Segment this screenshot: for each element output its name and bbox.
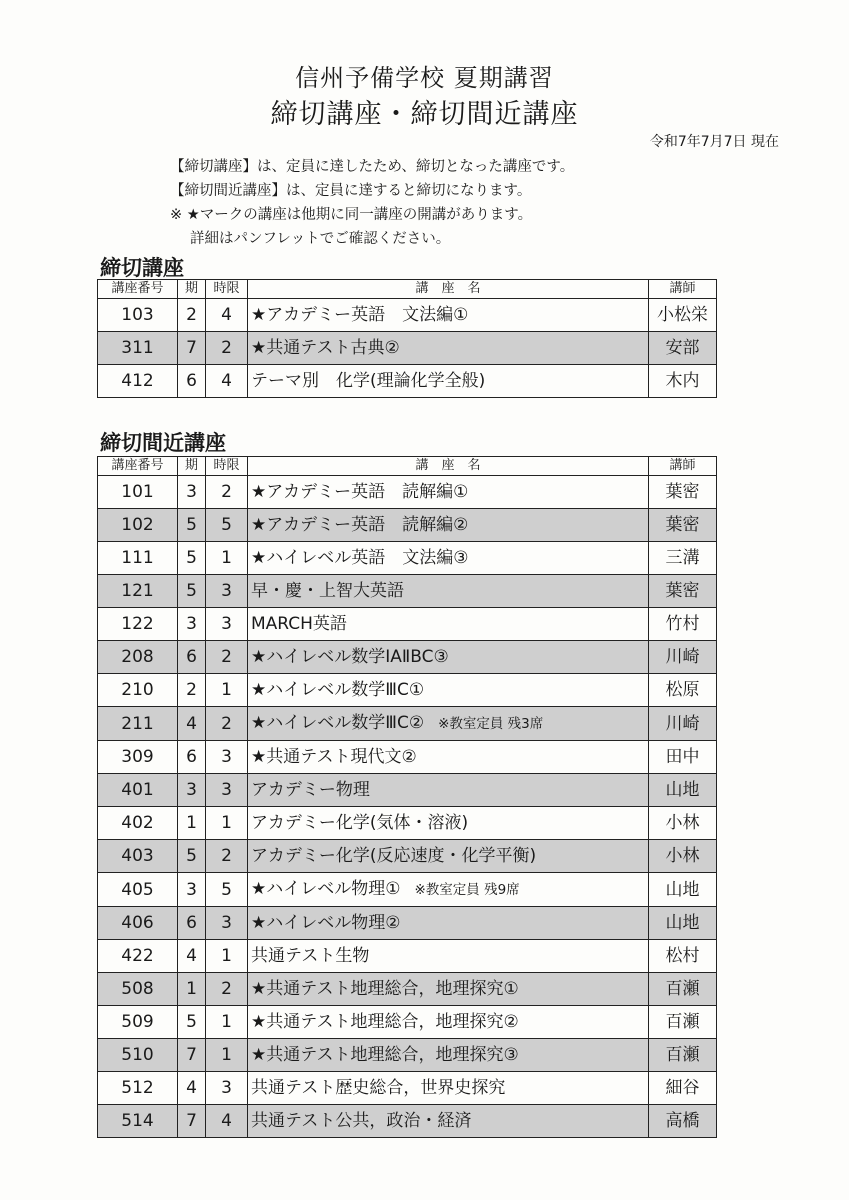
course-number: 412	[98, 365, 178, 398]
course-slot: 1	[206, 807, 248, 840]
header-period: 期	[178, 457, 206, 476]
course-slot: 2	[206, 840, 248, 873]
course-slot: 2	[206, 973, 248, 1006]
course-number: 102	[98, 509, 178, 542]
course-slot: 4	[206, 1105, 248, 1138]
note-detail: 詳細はパンフレットでご確認ください。	[190, 231, 451, 247]
course-number: 510	[98, 1039, 178, 1072]
course-teacher: 細谷	[649, 1072, 717, 1105]
course-period: 7	[178, 1039, 206, 1072]
table-row	[98, 907, 717, 940]
course-period: 7	[178, 1105, 206, 1138]
table-row	[98, 332, 717, 365]
course-number: 509	[98, 1006, 178, 1039]
table-row	[98, 509, 717, 542]
course-name: ★アカデミー英語 読解編②	[251, 515, 469, 535]
header-number: 講座番号	[98, 280, 178, 299]
course-name-cell	[248, 365, 649, 398]
closed-table	[97, 279, 717, 398]
course-number: 103	[98, 299, 178, 332]
header-period: 期	[178, 280, 206, 299]
course-teacher: 三溝	[649, 542, 717, 575]
course-name-cell	[248, 873, 649, 907]
table-row	[98, 1105, 717, 1138]
course-slot: 3	[206, 741, 248, 774]
course-period: 7	[178, 332, 206, 365]
course-number: 405	[98, 873, 178, 907]
closed-header-row	[98, 280, 717, 299]
course-period: 3	[178, 873, 206, 907]
course-slot: 2	[206, 332, 248, 365]
note-star: ※ ★マークの講座は他期に同一講座の開講があります。	[170, 207, 533, 223]
course-number: 122	[98, 608, 178, 641]
course-teacher: 田中	[649, 741, 717, 774]
course-number: 401	[98, 774, 178, 807]
title-main: 締切講座・締切間近講座	[270, 99, 579, 130]
course-number: 508	[98, 973, 178, 1006]
course-slot: 2	[206, 641, 248, 674]
course-period: 3	[178, 608, 206, 641]
table-row	[98, 674, 717, 707]
course-period: 1	[178, 973, 206, 1006]
table-row	[98, 476, 717, 509]
course-name: ★アカデミー英語 読解編①	[251, 482, 469, 502]
course-period: 2	[178, 674, 206, 707]
course-teacher: 竹村	[649, 608, 717, 641]
course-period: 2	[178, 299, 206, 332]
course-teacher: 安部	[649, 332, 717, 365]
course-number: 309	[98, 741, 178, 774]
course-name: 早・慶・上智大英語	[251, 581, 404, 601]
course-number: 210	[98, 674, 178, 707]
course-teacher: 高橋	[649, 1105, 717, 1138]
course-slot: 1	[206, 940, 248, 973]
course-number: 121	[98, 575, 178, 608]
course-name-cell	[248, 840, 649, 873]
course-name-cell	[248, 940, 649, 973]
table-row	[98, 1006, 717, 1039]
seat-note: ※教室定員 残9席	[414, 882, 520, 898]
table-row	[98, 575, 717, 608]
table-row	[98, 973, 717, 1006]
course-slot: 5	[206, 509, 248, 542]
course-name-cell	[248, 575, 649, 608]
course-slot: 1	[206, 1039, 248, 1072]
course-name: ★ハイレベル数学ⅢC①	[251, 680, 425, 700]
course-number: 211	[98, 707, 178, 741]
course-period: 6	[178, 641, 206, 674]
course-number: 514	[98, 1105, 178, 1138]
notes-block	[170, 155, 574, 251]
seat-note: ※教室定員 残3席	[438, 716, 544, 732]
course-period: 5	[178, 542, 206, 575]
course-period: 4	[178, 707, 206, 741]
course-number: 422	[98, 940, 178, 973]
course-name: MARCH英語	[251, 614, 347, 634]
course-name: アカデミー化学(反応速度・化学平衡)	[251, 846, 537, 866]
course-name: ★ハイレベル英語 文法編③	[251, 548, 469, 568]
table-row	[98, 1072, 717, 1105]
course-teacher: 松村	[649, 940, 717, 973]
course-name-cell	[248, 741, 649, 774]
course-teacher: 山地	[649, 774, 717, 807]
course-number: 311	[98, 332, 178, 365]
course-number: 208	[98, 641, 178, 674]
table-row	[98, 940, 717, 973]
course-period: 6	[178, 741, 206, 774]
course-period: 4	[178, 1072, 206, 1105]
table-row	[98, 774, 717, 807]
course-name: アカデミー物理	[251, 780, 370, 800]
course-name: 共通テスト歴史総合，世界史探究	[251, 1078, 506, 1098]
course-teacher: 百瀬	[649, 1039, 717, 1072]
course-name-cell	[248, 707, 649, 741]
course-name-cell	[248, 542, 649, 575]
header-number: 講座番号	[98, 457, 178, 476]
nearly-closed-body	[98, 476, 717, 1138]
course-number: 406	[98, 907, 178, 940]
course-name: ★ハイレベル数学ⅠAⅡBC③	[251, 647, 449, 667]
title-school: 信州予備学校 夏期講習	[295, 64, 554, 92]
course-teacher: 葉密	[649, 476, 717, 509]
course-teacher: 百瀬	[649, 1006, 717, 1039]
course-number: 111	[98, 542, 178, 575]
table-row	[98, 741, 717, 774]
course-teacher: 川崎	[649, 641, 717, 674]
course-period: 6	[178, 365, 206, 398]
header-slot: 時限	[206, 280, 248, 299]
table-row	[98, 1039, 717, 1072]
course-name-cell	[248, 299, 649, 332]
course-name: ★共通テスト地理総合，地理探究①	[251, 979, 519, 999]
course-period: 5	[178, 509, 206, 542]
course-name: ★共通テスト古典②	[251, 338, 400, 358]
course-slot: 3	[206, 774, 248, 807]
course-number: 101	[98, 476, 178, 509]
course-name: ★アカデミー英語 文法編①	[251, 305, 469, 325]
course-period: 3	[178, 476, 206, 509]
note-closed: 【締切講座】は、定員に達したため、締切となった講座です。	[170, 159, 575, 175]
course-slot: 2	[206, 476, 248, 509]
table-row	[98, 299, 717, 332]
course-slot: 3	[206, 1072, 248, 1105]
course-slot: 3	[206, 575, 248, 608]
course-teacher: 葉密	[649, 575, 717, 608]
table-row	[98, 807, 717, 840]
table-row	[98, 365, 717, 398]
course-slot: 1	[206, 1006, 248, 1039]
nearly-closed-heading: 締切間近講座	[100, 431, 226, 455]
course-teacher: 百瀬	[649, 973, 717, 1006]
course-teacher: 山地	[649, 907, 717, 940]
course-slot: 3	[206, 907, 248, 940]
table-row	[98, 542, 717, 575]
header-slot: 時限	[206, 457, 248, 476]
course-slot: 4	[206, 299, 248, 332]
table-row	[98, 840, 717, 873]
course-name: ★ハイレベル数学ⅢC②	[251, 713, 425, 733]
course-name-cell	[248, 1039, 649, 1072]
course-name-cell	[248, 476, 649, 509]
closed-heading: 締切講座	[100, 256, 184, 280]
nearly-closed-header-row	[98, 457, 717, 476]
course-slot: 5	[206, 873, 248, 907]
course-number: 403	[98, 840, 178, 873]
header-teacher: 講師	[649, 280, 717, 299]
course-name-cell	[248, 1105, 649, 1138]
course-slot: 2	[206, 707, 248, 741]
course-period: 1	[178, 807, 206, 840]
course-period: 5	[178, 1006, 206, 1039]
course-period: 6	[178, 907, 206, 940]
course-period: 5	[178, 575, 206, 608]
course-name-cell	[248, 332, 649, 365]
course-slot: 1	[206, 674, 248, 707]
course-teacher: 葉密	[649, 509, 717, 542]
course-teacher: 小林	[649, 807, 717, 840]
course-period: 4	[178, 940, 206, 973]
course-name: ★共通テスト現代文②	[251, 747, 417, 767]
table-row	[98, 641, 717, 674]
table-row	[98, 608, 717, 641]
as-of-date: 令和7年7月7日 現在	[649, 134, 779, 150]
course-teacher: 山地	[649, 873, 717, 907]
course-name-cell	[248, 641, 649, 674]
course-slot: 1	[206, 542, 248, 575]
course-name-cell	[248, 973, 649, 1006]
course-slot: 3	[206, 608, 248, 641]
course-name-cell	[248, 1072, 649, 1105]
course-period: 3	[178, 774, 206, 807]
table-row	[98, 707, 717, 741]
course-name-cell	[248, 674, 649, 707]
course-teacher: 木内	[649, 365, 717, 398]
course-name: 共通テスト生物	[251, 946, 370, 966]
header-name: 講 座 名	[248, 457, 649, 476]
course-name-cell	[248, 907, 649, 940]
note-nearly-closed: 【締切間近講座】は、定員に達すると締切になります。	[170, 183, 532, 199]
course-name: ★ハイレベル物理①	[251, 879, 401, 899]
course-name-cell	[248, 608, 649, 641]
course-name-cell	[248, 807, 649, 840]
course-period: 5	[178, 840, 206, 873]
course-teacher: 川崎	[649, 707, 717, 741]
header-teacher: 講師	[649, 457, 717, 476]
course-teacher: 小松栄	[649, 299, 717, 332]
course-name: ★ハイレベル物理②	[251, 913, 401, 933]
course-number: 512	[98, 1072, 178, 1105]
course-name: アカデミー化学(気体・溶液)	[251, 813, 469, 833]
nearly-closed-table	[97, 456, 717, 1138]
course-name-cell	[248, 509, 649, 542]
course-name: テーマ別 化学(理論化学全般)	[251, 371, 486, 391]
course-teacher: 松原	[649, 674, 717, 707]
course-name-cell	[248, 774, 649, 807]
course-name-cell	[248, 1006, 649, 1039]
course-name: ★共通テスト地理総合，地理探究②	[251, 1012, 519, 1032]
closed-body	[98, 299, 717, 398]
course-slot: 4	[206, 365, 248, 398]
course-name: ★共通テスト地理総合，地理探究③	[251, 1045, 519, 1065]
course-number: 402	[98, 807, 178, 840]
course-name: 共通テスト公共，政治・経済	[251, 1111, 472, 1131]
course-teacher: 小林	[649, 840, 717, 873]
table-row	[98, 873, 717, 907]
header-name: 講 座 名	[248, 280, 649, 299]
